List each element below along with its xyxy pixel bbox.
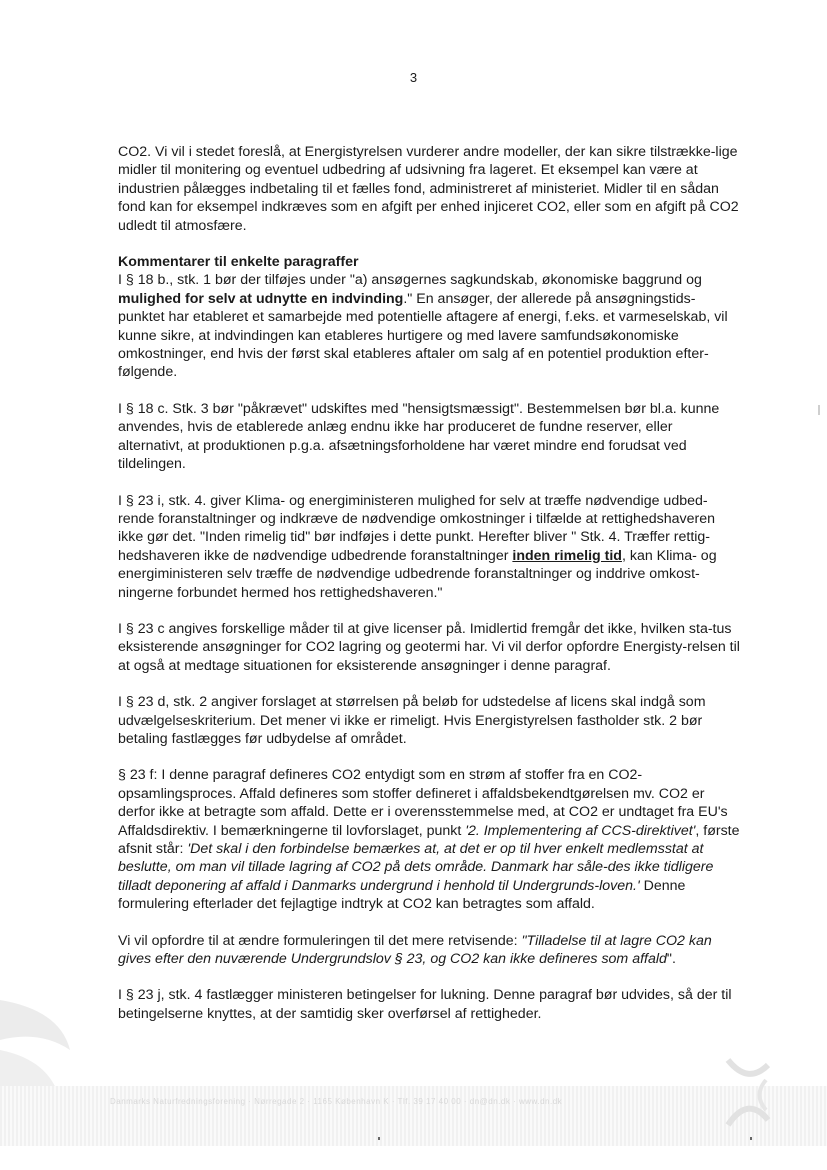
scan-dot (750, 1137, 752, 1140)
text-run: I § 18 b., stk. 1 bør der tilføjes under "a) ansøgernes sagkundskab, økonomiske baggrund og (118, 272, 702, 289)
bold-text: mulighed for selv at udnytte en indvinding (118, 290, 404, 307)
paragraph-co2-fund: CO2. Vi vil i stedet foreslå, at Energistyrelsen vurderer andre modeller, der kan sikre tilstrække-lige midler til monitering og eventuel udbedring af udsivning fra lageret. Et eksempel kan være at industrien pålægges indbetaling til et fælles fond, administreret af ministeriet. Midler til en sådan fond kan for eksempel indkræves som en afgift per enhed injiceret CO2, eller som en afgift på CO2 udledt til atmosfære. (118, 144, 739, 234)
footer-address: Danmarks Naturfredningsforening · Nørregade 2 · 1165 København K · Tlf. 39 17 40 00 · dn@dn.dk · www.dn.dk (110, 1097, 563, 1106)
scan-edge-mark (818, 405, 820, 415)
section-heading: Kommentarer til enkelte paragraffer (118, 254, 359, 271)
italic-text: '2. Implementering af CCS-direktivet' (465, 822, 696, 839)
organization-logo-icon (718, 1050, 778, 1140)
text-run: , første afsnit står: (118, 822, 740, 857)
paragraph-18c: I § 18 c. Stk. 3 bør "påkrævet" udskiftes med "hensigtsmæssigt". Bestemmelsen bør bl.a. kunne anvendes, hvis de etablerede anlæg endnu ikke har produceret de fundne reserver, eller alternativt, at produktionen p.g.a. afsætningsforholdene har været mindre end forudsat ved tildelingen. (118, 400, 720, 473)
paragraph-23i (118, 492, 740, 602)
document-body (118, 143, 740, 1041)
footer-band (0, 1086, 827, 1146)
text-run: , kan Klima- og energiministeren selv træffe de nødvendige udbedrende foranstaltninger og inddrive omkost-ningerne forbundet hermed hos rettighedshaveren." (118, 547, 717, 601)
text-run: § 23 f: I denne paragraf defineres CO2 entydigt som en strøm af stoffer fra en CO2-opsamlingsproces. Affald defineres som stoffer defineret i affaldsbekendtgørelsen mv. CO2 er derfor ikke at betragte som affald. Dette er i overensstemmelse med, at CO2 er undtaget fra EU's Affaldsdirektiv. I bemærkningerne til lovforslaget, punkt (118, 767, 728, 839)
text-run: ". (666, 951, 676, 968)
text-run: Vi vil opfordre til at ændre formuleringen til det mere retvisende: (118, 932, 522, 949)
bold-underlined-text: inden rimelig tid (512, 547, 622, 564)
paragraph-23c: I § 23 c angives forskellige måder til at give licenser på. Imidlertid fremgår det ikke, hvilken sta-tus eksisterende ansøgninger for CO2 lagring og geotermi har. Vi vil derfor opfordre Energisty-relsen til at også at medtage situationen for eksisterende ansøgninger i denne paragraf. (118, 620, 740, 674)
paragraph-23j: I § 23 j, stk. 4 fastlægger ministeren betingelser for lukning. Denne paragraf bør udvides, så der til betingelserne knyttes, at der samtidig sker overførsel af rettigheder. (118, 987, 732, 1022)
paragraph-18b (118, 271, 740, 381)
italic-quote: "Tilladelse til at lagre CO2 kan gives efter den nuværende Undergrundslov § 23, og CO2 kan ikke defineres som affald (118, 932, 712, 968)
text-run: Denne formulering efterlader det fejlagtige indtryk at CO2 kan betragtes som affald. (118, 877, 686, 913)
paragraph-23f (118, 766, 740, 913)
scan-dot (378, 1137, 380, 1140)
text-run: ." En ansøger, der allerede på ansøgningstids-punktet har etableret et samarbejde med potentielle aftagere af energi, f.eks. et varmeselskab, vil kunne sikre, at indvindingen kan etableres hurtigere og med lavere samfundsøkonomiske omkostninger, end hvis der først skal etableres aftaler om salg af en potentiel produktion efter-følgende. (118, 290, 728, 381)
italic-quote: 'Det skal i den forbindelse bemærkes at, at det er op til hver enkelt medlemsstat at beslutte, om man vil tillade lagring af CO2 på dets område. Danmark har såle-des ikke tidligere tilladt deponering af affald i Danmarks undergrund i henhold til Undergrunds-loven.' (118, 841, 714, 894)
paragraph-23d: I § 23 d, stk. 2 angiver forslaget at størrelsen på beløb for udstedelse af licens skal indgå som udvælgelseskriterium. Det mener vi ikke er rimeligt. Hvis Energistyrelsen fastholder stk. 2 bør betaling fastlægges før udbydelse af området. (118, 694, 706, 747)
paragraph-reformulation (118, 932, 740, 969)
text-run: I § 23 i, stk. 4. giver Klima- og energiministeren mulighed for selv at træffe nødvendige udbed-rende foranstaltninger og indkræve de nødvendige omkostninger i tilfælde at rettighedshaveren ikke gør det. "Inden rimelig tid" bør indføjes i dette punkt. Herefter bliver " Stk. 4. Træffer rettig-hedshaveren ikke de nødvendige udbedrende foranstaltninger (118, 492, 716, 564)
page-number: 3 (409, 70, 418, 85)
